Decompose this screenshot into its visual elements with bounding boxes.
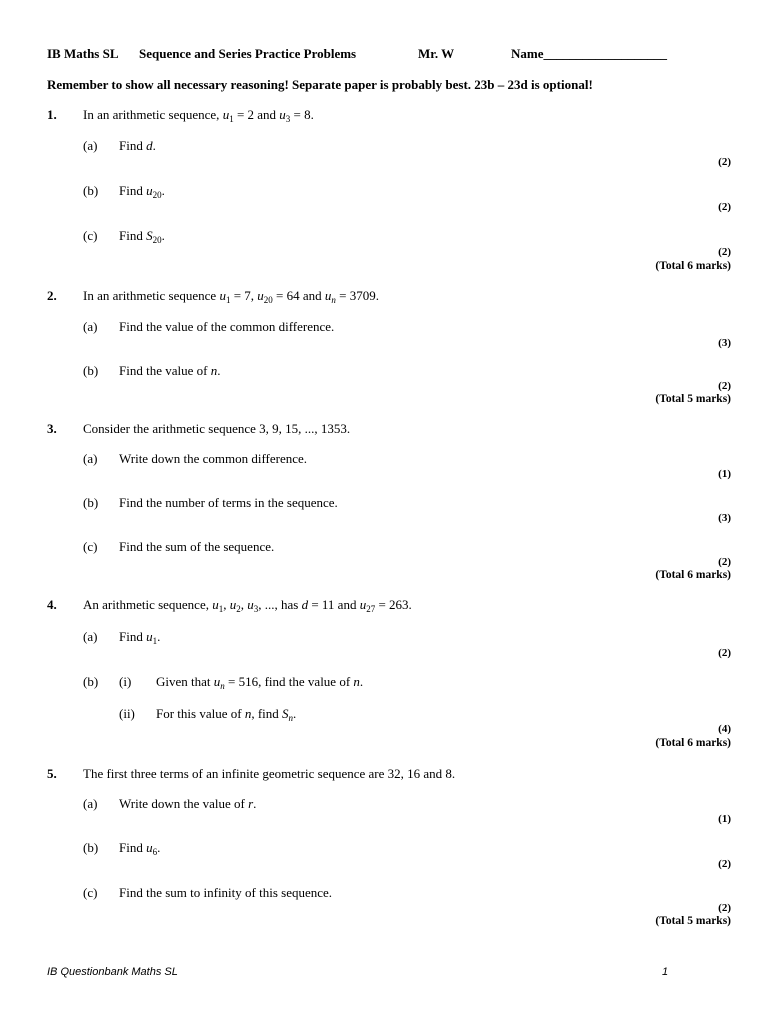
part-label: (b) <box>83 363 99 378</box>
total-marks: (Total 5 marks) <box>655 915 731 927</box>
part-text: Write down the value of r. <box>119 796 257 811</box>
part-label: (c) <box>83 228 98 243</box>
marks: (2) <box>718 902 731 914</box>
total-marks: (Total 6 marks) <box>655 737 731 749</box>
marks: (2) <box>718 246 731 258</box>
part-label: (b) <box>83 183 99 198</box>
part-text: Find $S_{20}$. <box>119 228 165 245</box>
marks: (3) <box>718 512 731 524</box>
part-label: (a) <box>83 796 98 811</box>
marks: (1) <box>718 813 731 825</box>
question-number: 1. <box>47 107 57 122</box>
part-label: (a) <box>83 629 98 644</box>
marks: (2) <box>718 556 731 568</box>
question-stem <box>83 597 412 613</box>
part-label: (a) <box>83 319 98 334</box>
marks: (4) <box>718 723 731 735</box>
stem-text: In an arithmetic sequence $u_1 = 7$, $u_{20} = 64$ and $u_n = 3709$. <box>83 288 379 305</box>
subpart-text: For this value of n, find $S_n$. <box>156 706 297 723</box>
worksheet-title: Sequence and Series Practice Problems <box>139 46 357 61</box>
marks: (2) <box>718 201 731 213</box>
subpart-text: Given that $u_n = 516$, find the value of n. <box>156 674 364 691</box>
stem-text: An arithmetic sequence, $u_1$, $u_2$, $u_3$, ..., has d = 11 and $u_{27} = 263$. <box>83 597 412 614</box>
part-label: (c) <box>83 885 98 900</box>
question-number: 5. <box>47 766 57 781</box>
part-text: Find the sum to infinity of this sequence. <box>119 885 333 900</box>
student-name-field: Name___________________ <box>511 46 667 61</box>
page-number: 1 <box>662 966 669 978</box>
question-stem: The first three terms of an infinite geometric sequence are 32, 16 and 8. <box>83 766 456 781</box>
marks: (2) <box>718 380 731 392</box>
part-label: (a) <box>83 138 98 153</box>
marks: (3) <box>718 337 731 349</box>
part-text: Find the number of terms in the sequence. <box>119 495 338 510</box>
part-text: Find the sum of the sequence. <box>119 539 275 554</box>
part-label: (b) <box>83 495 99 510</box>
total-marks: (Total 6 marks) <box>655 569 731 581</box>
stem-text: In an arithmetic sequence, $u_1 = 2$ and $u_3 = 8$. <box>83 107 314 124</box>
question-number: 2. <box>47 288 57 303</box>
footer-source: IB Questionbank Maths SL <box>47 966 178 978</box>
part-text: Find the value of n. <box>119 363 221 378</box>
part-text: Find the value of the common difference. <box>119 319 335 334</box>
reminder-note: Remember to show all necessary reasoning! Separate paper is probably best. 23b – 23d is optional! <box>47 77 593 92</box>
part-text: Find d. <box>119 138 156 153</box>
part-label: (b) <box>83 840 99 855</box>
marks: (2) <box>718 156 731 168</box>
part-text: Find $u_6$. <box>119 840 161 857</box>
part-text: Find $u_{20}$. <box>119 183 165 200</box>
total-marks: (Total 6 marks) <box>655 260 731 272</box>
part-label: (b) <box>83 674 99 689</box>
question-stem <box>83 107 314 123</box>
subpart-label: (ii) <box>119 706 135 721</box>
part-text: Write down the common difference. <box>119 451 308 466</box>
part-label: (a) <box>83 451 98 466</box>
question-stem <box>83 288 379 304</box>
question-number: 3. <box>47 421 57 436</box>
course-title: IB Maths SL <box>47 46 119 61</box>
part-label: (c) <box>83 539 98 554</box>
marks: (2) <box>718 858 731 870</box>
subpart-label: (i) <box>119 674 132 689</box>
marks: (1) <box>718 468 731 480</box>
marks: (2) <box>718 647 731 659</box>
total-marks: (Total 5 marks) <box>655 393 731 405</box>
question-number: 4. <box>47 597 57 612</box>
teacher-name: Mr. W <box>418 46 455 61</box>
part-text: Find $u_1$. <box>119 629 161 646</box>
question-stem: Consider the arithmetic sequence 3, 9, 15, ..., 1353. <box>83 421 351 436</box>
